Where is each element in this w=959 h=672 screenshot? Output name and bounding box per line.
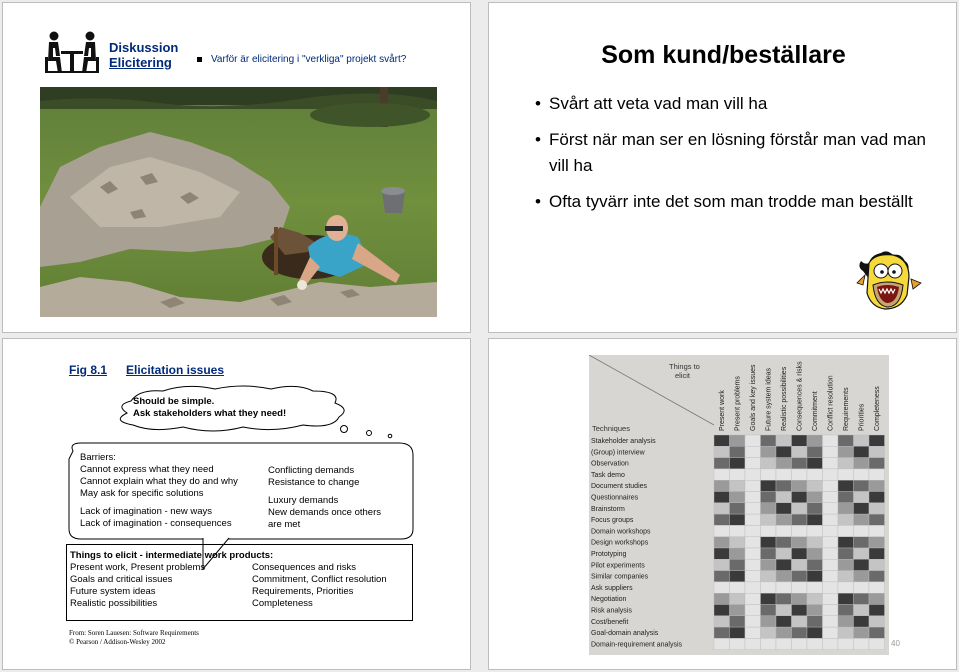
- matrix-cell: [854, 480, 870, 491]
- matrix-cell: [730, 525, 746, 536]
- matrix-cell: [776, 480, 792, 491]
- matrix-cell: [792, 616, 808, 627]
- homer-screaming-icon: [855, 249, 925, 317]
- conflicts-list: [268, 465, 381, 531]
- matrix-cell: [761, 446, 777, 457]
- matrix-cell: [714, 480, 730, 491]
- matrix-cell: [869, 446, 885, 457]
- matrix-cell: [823, 503, 839, 514]
- column-label: Conflict resolution: [827, 375, 835, 431]
- matrix-cell: [838, 571, 854, 582]
- row-label: Observation: [591, 460, 629, 468]
- matrix-cell: [823, 605, 839, 616]
- matrix-cell: [792, 480, 808, 491]
- bullet-square: [197, 57, 202, 62]
- row-label: (Group) interview: [591, 449, 645, 457]
- matrix-cell: [730, 627, 746, 638]
- things-title: Things to elicit - intermediate work products:: [70, 550, 274, 561]
- matrix-cell: [776, 593, 792, 604]
- conflict-item: are met: [268, 519, 301, 530]
- matrix-cell: [714, 616, 730, 627]
- row-label: Domain workshops: [591, 528, 651, 536]
- matrix-cell: [745, 605, 761, 616]
- matrix-cell: [792, 593, 808, 604]
- row-label: Domain-requirement analysis: [591, 641, 683, 649]
- matrix-cell: [869, 537, 885, 548]
- matrix-cell: [745, 593, 761, 604]
- matrix-cell: [745, 458, 761, 469]
- matrix-cell: [792, 582, 808, 593]
- matrix-cell: [745, 503, 761, 514]
- matrix-cell: [854, 503, 870, 514]
- matrix-cell: [761, 537, 777, 548]
- title-line-1: Diskussion: [109, 40, 179, 55]
- matrix-cell: [792, 503, 808, 514]
- matrix-cell: [838, 469, 854, 480]
- matrix-cells: [714, 435, 885, 650]
- matrix-cell: [730, 458, 746, 469]
- matrix-cell: [792, 627, 808, 638]
- matrix-cell: [776, 605, 792, 616]
- matrix-cell: [776, 537, 792, 548]
- matrix-cell: [776, 446, 792, 457]
- barrier-item: Cannot explain what they do and why: [80, 476, 238, 487]
- matrix-cell: [838, 559, 854, 570]
- matrix-cell: [854, 514, 870, 525]
- matrix-cell: [838, 458, 854, 469]
- matrix-cell: [823, 627, 839, 638]
- matrix-cell: [761, 435, 777, 446]
- matrix-cell: [823, 469, 839, 480]
- row-label: Cost/benefit: [591, 618, 629, 626]
- matrix-cell: [761, 605, 777, 616]
- matrix-cell: [730, 593, 746, 604]
- matrix-cell: [730, 492, 746, 503]
- matrix-cell: [792, 559, 808, 570]
- matrix-cell: [761, 492, 777, 503]
- matrix-cell: [838, 548, 854, 559]
- matrix-cell: [792, 458, 808, 469]
- matrix-cell: [869, 582, 885, 593]
- matrix-cell: [714, 492, 730, 503]
- matrix-cell: [854, 525, 870, 536]
- matrix-cell: [838, 593, 854, 604]
- matrix-cell: [854, 446, 870, 457]
- matrix-cell: [776, 627, 792, 638]
- thought-dot: [367, 431, 372, 436]
- matrix-cell: [823, 616, 839, 627]
- matrix-cell: [776, 525, 792, 536]
- matrix-cell: [761, 514, 777, 525]
- row-label: Document studies: [591, 483, 648, 491]
- matrix-cell: [869, 593, 885, 604]
- matrix-cell: [792, 514, 808, 525]
- matrix-cell: [745, 469, 761, 480]
- matrix-cell: [761, 503, 777, 514]
- column-label: Requirements: [843, 387, 850, 431]
- matrix-cell: [823, 582, 839, 593]
- matrix-cell: [761, 559, 777, 570]
- title-line-2: Elicitering: [109, 55, 172, 70]
- column-label: Completeness: [874, 386, 881, 431]
- bullet-item: • Ofta tyvärr inte det som man trodde man beställt: [549, 189, 949, 215]
- matrix-cell: [730, 480, 746, 491]
- matrix-cell: [714, 514, 730, 525]
- matrix-cell: [854, 492, 870, 503]
- matrix-cell: [807, 469, 823, 480]
- barrier-item: Lack of imagination - new ways: [80, 506, 213, 517]
- matrix-cell: [714, 582, 730, 593]
- discussion-people-icon: [43, 31, 101, 75]
- matrix-cell: [761, 627, 777, 638]
- matrix-cell: [776, 514, 792, 525]
- matrix-cell: [714, 638, 730, 649]
- matrix-cell: [838, 514, 854, 525]
- figure-title: Elicitation issues: [126, 363, 225, 377]
- matrix-cell: [838, 616, 854, 627]
- matrix-cell: [745, 571, 761, 582]
- figure-label: Fig 8.1: [69, 363, 108, 377]
- matrix-cell: [823, 435, 839, 446]
- matrix-cell: [714, 537, 730, 548]
- matrix-cell: [745, 480, 761, 491]
- column-label: Future system ideas: [765, 367, 773, 431]
- matrix-cell: [761, 469, 777, 480]
- conflict-item: Conflicting demands: [268, 465, 355, 476]
- column-label: Present problems: [734, 376, 742, 431]
- matrix-cell: [714, 503, 730, 514]
- matrix-cell: [776, 548, 792, 559]
- row-label: Stakeholder analysis: [591, 438, 656, 445]
- matrix-cell: [807, 537, 823, 548]
- matrix-cell: [730, 582, 746, 593]
- matrix-cell: [838, 638, 854, 649]
- matrix-cell: [869, 571, 885, 582]
- thing-item: Realistic possibilities: [70, 598, 158, 609]
- conflict-item: Luxury demands: [268, 495, 339, 506]
- technique-matrix-photo: [589, 355, 889, 655]
- matrix-cell: [730, 571, 746, 582]
- matrix-cell: [714, 627, 730, 638]
- matrix-cell: [823, 537, 839, 548]
- matrix-cell: [761, 582, 777, 593]
- matrix-cell: [854, 537, 870, 548]
- row-label: Similar companies: [591, 573, 649, 581]
- conflict-item: Resistance to change: [268, 477, 360, 488]
- matrix-cell: [792, 469, 808, 480]
- matrix-cell: [730, 559, 746, 570]
- matrix-cell: [854, 627, 870, 638]
- matrix-cell: [714, 548, 730, 559]
- matrix-cell: [745, 638, 761, 649]
- matrix-cell: [714, 605, 730, 616]
- matrix-cell: [714, 571, 730, 582]
- matrix-cell: [807, 616, 823, 627]
- corner-label-bottom: elicit: [675, 371, 691, 380]
- matrix-cell: [823, 559, 839, 570]
- matrix-cell: [776, 559, 792, 570]
- matrix-cell: [730, 537, 746, 548]
- matrix-cell: [745, 582, 761, 593]
- matrix-cell: [730, 503, 746, 514]
- matrix-cell: [823, 514, 839, 525]
- matrix-cell: [854, 605, 870, 616]
- bullet-list: [549, 91, 949, 225]
- matrix-cell: [807, 525, 823, 536]
- matrix-cell: [761, 548, 777, 559]
- matrix-cell: [745, 525, 761, 536]
- matrix-cell: [869, 503, 885, 514]
- matrix-cell: [745, 559, 761, 570]
- matrix-cell: [776, 638, 792, 649]
- matrix-cell: [714, 559, 730, 570]
- matrix-cell: [807, 571, 823, 582]
- matrix-cell: [823, 480, 839, 491]
- matrix-cell: [869, 605, 885, 616]
- row-label: Design workshops: [591, 539, 649, 547]
- matrix-cell: [792, 548, 808, 559]
- matrix-cell: [869, 435, 885, 446]
- matrix-cell: [730, 605, 746, 616]
- matrix-cell: [807, 548, 823, 559]
- matrix-cell: [838, 537, 854, 548]
- column-label: Consequences & risks: [796, 361, 804, 431]
- matrix-cell: [714, 435, 730, 446]
- slide-customer: [488, 2, 957, 333]
- cloud-text: [133, 396, 286, 420]
- thing-item: Commitment, Conflict resolution: [252, 574, 387, 585]
- thing-item: Present work, Present problems: [70, 562, 206, 573]
- column-label: Priorities: [858, 403, 866, 431]
- matrix-cell: [807, 559, 823, 570]
- matrix-cell: [714, 446, 730, 457]
- matrix-cell: [776, 571, 792, 582]
- matrix-cell: [823, 593, 839, 604]
- matrix-cell: [761, 638, 777, 649]
- matrix-cell: [792, 446, 808, 457]
- matrix-cell: [745, 627, 761, 638]
- matrix-cell: [776, 435, 792, 446]
- matrix-cell: [823, 525, 839, 536]
- barrier-item: Cannot express what they need: [80, 464, 214, 475]
- column-label: Present work: [719, 390, 726, 431]
- matrix-cell: [823, 638, 839, 649]
- source-citation: [69, 629, 199, 647]
- thought-dot: [388, 434, 392, 438]
- corner-label-top: Things to: [669, 362, 700, 371]
- matrix-cell: [792, 435, 808, 446]
- matrix-cell: [776, 469, 792, 480]
- matrix-cell: [869, 492, 885, 503]
- matrix-cell: [854, 638, 870, 649]
- matrix-cell: [730, 446, 746, 457]
- matrix-cell: [745, 514, 761, 525]
- matrix-cell: [838, 492, 854, 503]
- matrix-cell: [869, 469, 885, 480]
- slide-heading: Som kund/beställare: [601, 41, 846, 69]
- matrix-cell: [761, 616, 777, 627]
- matrix-cell: [776, 503, 792, 514]
- matrix-cell: [714, 458, 730, 469]
- barriers-title: Barriers:: [80, 452, 116, 463]
- matrix-cell: [776, 616, 792, 627]
- source-line: © Pearson / Addison-Wesley 2002: [69, 638, 166, 646]
- matrix-cell: [807, 492, 823, 503]
- matrix-cell: [792, 605, 808, 616]
- things-left-column: [70, 562, 205, 610]
- matrix-cell: [869, 525, 885, 536]
- matrix-cell: [807, 627, 823, 638]
- matrix-cell: [776, 582, 792, 593]
- matrix-cell: [854, 582, 870, 593]
- matrix-cell: [792, 537, 808, 548]
- row-label: Task demo: [591, 471, 625, 479]
- things-right-column: [252, 562, 387, 610]
- matrix-cell: [823, 458, 839, 469]
- barrier-item: May ask for specific solutions: [80, 488, 204, 499]
- matrix-cell: [807, 593, 823, 604]
- matrix-cell: [838, 582, 854, 593]
- matrix-cell: [776, 492, 792, 503]
- matrix-cell: [838, 435, 854, 446]
- row-label: Risk analysis: [591, 607, 632, 615]
- row-label: Focus groups: [591, 517, 634, 525]
- conflict-item: New demands once others: [268, 507, 382, 518]
- matrix-cell: [745, 446, 761, 457]
- row-label: Ask suppliers: [591, 584, 633, 592]
- matrix-cell: [869, 627, 885, 638]
- thought-dot: [341, 426, 348, 433]
- matrix-cell: [745, 616, 761, 627]
- thing-item: Completeness: [252, 598, 313, 609]
- things-to-elicit-box: [66, 544, 413, 621]
- page-number: 40: [891, 639, 900, 648]
- slide-elicitation-issues: [2, 338, 471, 670]
- matrix-cell: [792, 525, 808, 536]
- photo-man-in-hole: [40, 87, 437, 317]
- matrix-cell: [807, 446, 823, 457]
- matrix-cell: [854, 559, 870, 570]
- row-label: Pilot experiments: [591, 562, 645, 570]
- matrix-cell: [807, 638, 823, 649]
- matrix-cell: [838, 480, 854, 491]
- row-label: Questionnaires: [591, 494, 639, 502]
- matrix-cell: [854, 593, 870, 604]
- row-label: Brainstorm: [591, 505, 625, 513]
- slide-discussion: [2, 2, 471, 333]
- matrix-cell: [807, 435, 823, 446]
- matrix-cell: [854, 435, 870, 446]
- matrix-cell: [823, 548, 839, 559]
- matrix-cell: [869, 638, 885, 649]
- row-label: Negotiation: [591, 596, 627, 604]
- matrix-cell: [838, 605, 854, 616]
- matrix-cell: [807, 503, 823, 514]
- matrix-cell: [730, 638, 746, 649]
- matrix-cell: [807, 480, 823, 491]
- matrix-cell: [807, 605, 823, 616]
- barrier-item: Lack of imagination - consequences: [80, 518, 232, 529]
- matrix-cell: [838, 525, 854, 536]
- matrix-cell: [823, 571, 839, 582]
- matrix-cell: [745, 492, 761, 503]
- matrix-cell: [730, 514, 746, 525]
- matrix-cell: [823, 446, 839, 457]
- matrix-cell: [854, 616, 870, 627]
- barriers-list: [80, 452, 238, 530]
- matrix-cell: [792, 492, 808, 503]
- matrix-cell: [869, 559, 885, 570]
- matrix-cell: [745, 435, 761, 446]
- cloud-line: Should be simple.: [133, 396, 215, 407]
- matrix-cell: [761, 458, 777, 469]
- matrix-cell: [854, 469, 870, 480]
- matrix-cell: [838, 627, 854, 638]
- matrix-cell: [838, 446, 854, 457]
- matrix-cell: [761, 525, 777, 536]
- matrix-cell: [761, 593, 777, 604]
- matrix-cell: [869, 616, 885, 627]
- matrix-cell: [823, 492, 839, 503]
- thing-item: Future system ideas: [70, 586, 156, 597]
- matrix-cell: [854, 458, 870, 469]
- matrix-cell: [854, 548, 870, 559]
- bullet-item: • Svårt att veta vad man vill ha: [549, 91, 949, 117]
- matrix-cell: [714, 525, 730, 536]
- matrix-cell: [776, 458, 792, 469]
- matrix-cell: [869, 480, 885, 491]
- column-label: Realistic possibilities: [781, 366, 788, 431]
- matrix-cell: [714, 593, 730, 604]
- techniques-label: Techniques: [592, 424, 630, 433]
- column-label: Commitment: [812, 391, 819, 431]
- matrix-cell: [807, 582, 823, 593]
- matrix-cell: [745, 537, 761, 548]
- matrix-cell: [714, 469, 730, 480]
- matrix-cell: [792, 638, 808, 649]
- matrix-cell: [730, 616, 746, 627]
- slide-subtitle: Varför är elicitering i "verkliga" projekt svårt?: [211, 54, 407, 65]
- matrix-cell: [869, 514, 885, 525]
- matrix-cell: [730, 548, 746, 559]
- matrix-cell: [854, 571, 870, 582]
- matrix-cell: [869, 548, 885, 559]
- slide-title: [109, 40, 178, 70]
- thing-item: Consequences and risks: [252, 562, 357, 573]
- matrix-cell: [792, 571, 808, 582]
- slide-elicitation-matrix: [488, 338, 957, 670]
- matrix-cell: [745, 548, 761, 559]
- thing-item: Goals and critical issues: [70, 574, 173, 585]
- matrix-cell: [761, 480, 777, 491]
- cloud-line: Ask stakeholders what they need!: [133, 408, 287, 419]
- row-label: Prototyping: [591, 551, 627, 558]
- matrix-cell: [730, 469, 746, 480]
- column-label: Goals and key issues: [750, 364, 757, 431]
- matrix-cell: [807, 514, 823, 525]
- thing-item: Requirements, Priorities: [252, 586, 354, 597]
- matrix-cell: [869, 458, 885, 469]
- row-label: Goal-domain analysis: [591, 630, 659, 638]
- source-line: From: Soren Lauesen: Software Requirements: [69, 629, 199, 637]
- matrix-cell: [807, 458, 823, 469]
- bullet-item: • Först när man ser en lösning förstår man vad man vill ha: [549, 127, 949, 179]
- matrix-cell: [761, 571, 777, 582]
- matrix-cell: [838, 503, 854, 514]
- matrix-cell: [730, 435, 746, 446]
